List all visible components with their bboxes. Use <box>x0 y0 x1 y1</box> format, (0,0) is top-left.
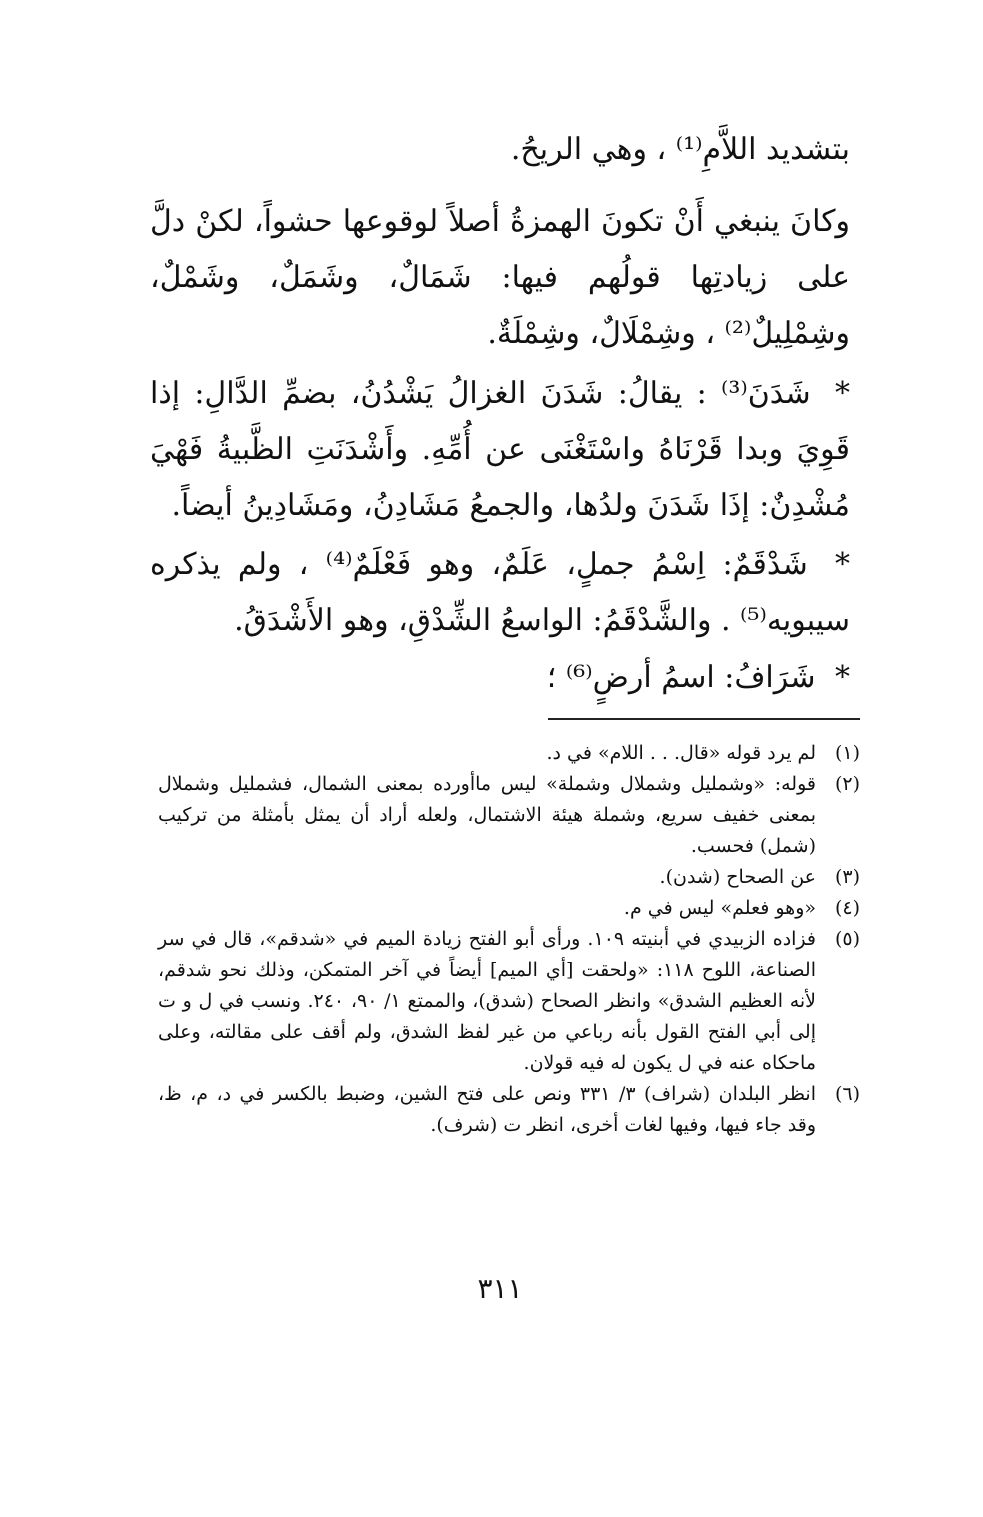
footnote-divider <box>548 718 860 720</box>
footnote-number: (٢) <box>834 773 860 795</box>
footnote-2 <box>158 769 860 862</box>
footnote-1 <box>158 738 860 769</box>
footnote-number: (٥) <box>834 928 860 950</box>
page-number: ٣١١ <box>477 1272 523 1305</box>
footnote-number: (٤) <box>834 897 860 919</box>
footnote-number: (٣) <box>834 866 860 888</box>
entry-shadqam <box>150 537 850 649</box>
footnote-text: عن الصحاح (شدن). <box>659 866 816 888</box>
entry-shadana-text: شَدَنَ⁽³⁾ : يقالُ: شَدَنَ الغزالُ يَشْدُنُ، بضمِّ الدَّالِ: إذا قَوِيَ وبدا قَرْنَاهُ واسْتَغْنَى عن أُمِّهِ. وأَشْدَنَتِ الظَّبيةُ فَهْيَ مُشْدِنٌ: إذَا شَدَنَ ولدُها، والجمعُ مَشَادِنُ، ومَشَادِينُ أيضاً. <box>150 376 850 523</box>
paragraph-1-text: بتشديد اللاَّمِ⁽¹⁾ ، وهي الريحُ. <box>510 132 850 167</box>
entry-marker: * <box>835 547 851 582</box>
footnote-text: لم يرد قوله «قال. . . اللام» في د. <box>546 742 816 764</box>
footnote-6 <box>158 1079 860 1141</box>
paragraph-2 <box>150 194 850 362</box>
footnote-4 <box>158 893 860 924</box>
footnote-text: فزاده الزبيدي في أبنيته ١٠٩. ورأى أبو الفتح زيادة الميم في «شدقم»، قال في سر الصناعة، اللوح ١١٨: «ولحقت [أي الميم] أيضاً في آخر المتمكن، وذلك نحو شدقم، لأنه العظيم الشدق» وانظر الصحاح (شدق)، والممتع ١/ ٩٠، ٢٤٠. ونسب في ل و ت إلى أبي الفتح القول بأنه رباعي من غير لفظ الشدق، ولم أقف على مقالته، وعلى ماحكاه عنه في ل يكون له فيه قولان. <box>158 928 817 1074</box>
entry-sharaf-text: شَرَافُ: اسمُ أرضٍ⁽⁶⁾ ؛ <box>546 660 816 695</box>
entry-shadana <box>150 366 850 534</box>
entry-marker: * <box>835 376 850 411</box>
footnote-number: (١) <box>834 742 860 764</box>
footnote-text: انظر البلدان (شراف) ٣/ ٣٣١ ونص على فتح الشين، وضبط بالكسر في د، م، ظ، وقد جاء فيها، وفيها لغات أخرى، انظر ت (شرف). <box>158 1083 816 1136</box>
footnote-3 <box>158 862 860 893</box>
footnote-number: (٦) <box>834 1083 860 1105</box>
paragraph-2-text: وكانَ ينبغي أَنْ تكونَ الهمزةُ أصلاً لوقوعها حشواً، لكنْ دلَّ على زيادتِها قولُهم فيها: شَمَالٌ، وشَمَلٌ، وشَمْلٌ، وشِمْلِيلٌ⁽²⁾ ، وشِمْلَالٌ، وشِمْلَةٌ. <box>150 204 850 351</box>
footnote-5 <box>158 924 860 1079</box>
footnote-text: قوله: «وشمليل وشملال وشملة» ليس ماأورده بمعنى الشمال، فشمليل وشملال بمعنى خفيف سريع، وشملة هيئة الاشتمال، ولعله أراد أن يمثل بأمثلة من تركيب (شمل) فحسب. <box>158 773 816 857</box>
entry-marker: * <box>835 660 850 695</box>
footnotes <box>158 738 860 1141</box>
entry-sharaf <box>150 650 850 706</box>
paragraph-1 <box>150 122 850 178</box>
entry-shadqam-text: شَدْقَمٌ: اِسْمُ جملٍ، عَلَمٌ، وهو فَعْلَمٌ⁽⁴⁾ ، ولم يذكره سيبويه⁽⁵⁾ . والشَّدْقَمُ: الواسعُ الشِّدْقِ، وهو الأَشْدَقُ. <box>150 547 850 638</box>
footnote-text: «وهو فعلم» ليس في م. <box>623 897 816 919</box>
